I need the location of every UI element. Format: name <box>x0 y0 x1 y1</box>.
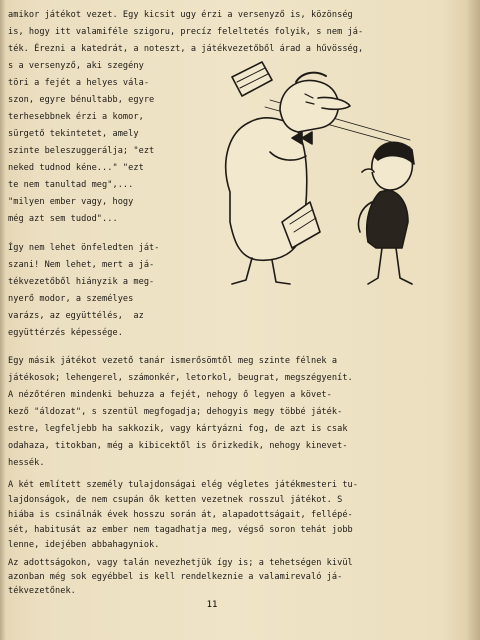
text-line: A nézőtéren mindenki behuzza a fejét, nehogy ő legyen a követ- <box>8 390 332 400</box>
text-line: Az adottságokon, vagy talán nevezhetjük így is; a tehetségen kivül <box>8 558 353 568</box>
text-line: tékvezetőből hiányzik a meg- <box>8 277 155 287</box>
text-line: lenne, idejében abbahagyniok. <box>8 540 160 550</box>
text-line: is, hogy itt valamiféle szigoru, precíz feleltetés folyik, s nem já- <box>8 27 364 37</box>
text-line: sét, habitusát az ember nem tagadhatja meg, végső soron tehát jobb <box>8 525 353 535</box>
text-line: hiába is csinálnák évek hosszu során át, alapadottságait, fellépé- <box>8 510 353 520</box>
text-line: Egy másik játékot vezető tanár ismerősömtől meg szinte félnek a <box>8 356 338 366</box>
text-line: nyerő modor, a személyes <box>8 294 134 304</box>
text-line: neked tudnod kéne..." "ezt <box>8 163 144 173</box>
text-line: terhesebbnek érzi a komor, <box>8 112 144 122</box>
page-number: 11 <box>206 600 218 610</box>
text-line: varázs, az együttélés, az <box>8 311 144 321</box>
text-line: te nem tanultad meg",... <box>8 180 134 190</box>
text-line: szani! Nem lehet, mert a já- <box>8 260 155 270</box>
text-line: estre, legfeljebb ha sakkozik, vagy kártyázni fog, de azt is csak <box>8 424 348 434</box>
cartoon-illustration <box>210 52 450 302</box>
text-line: sürgető tekintetet, amely <box>8 129 139 139</box>
text-line: odahaza, titokban, még a kibicektől is őrizkedik, nehogy kinevet- <box>8 441 348 451</box>
text-line: Így nem lehet önfeledten ját- <box>8 243 160 253</box>
text-line: szinte beleszuggerálja; "ezt <box>8 146 155 156</box>
text-line: tékvezetőnek. <box>8 586 76 596</box>
text-line: A két említett személy tulajdonságai elég végletes játékmesteri tu- <box>8 480 358 490</box>
text-line: s a versenyző, aki szegény <box>8 61 144 71</box>
page-gutter-shadow <box>0 0 6 640</box>
text-line: még azt sem tudod"... <box>8 214 118 224</box>
text-line: kező "áldozat", s szentül megfogadja; dehogyis megy többé játék- <box>8 407 343 417</box>
text-line: szon, egyre bénultabb, egyre <box>8 95 155 105</box>
text-line: "milyen ember vagy, hogy <box>8 197 134 207</box>
text-line: hessék. <box>8 458 45 468</box>
text-line: együttérzés képessége. <box>8 328 123 338</box>
text-line: amikor játékot vezet. Egy kicsit ugy érzi a versenyző is, közönség <box>8 10 353 20</box>
page-edge-shadow <box>466 0 480 640</box>
text-line: töri a fejét a helyes vála- <box>8 78 150 88</box>
text-line: játékosok; lehengerel, számonkér, letorkol, beugrat, megszégyenít. <box>8 373 353 383</box>
text-line: azonban még sok egyébbel is kell rendelkeznie a valamirevaló já- <box>8 572 343 582</box>
text-line: ték. Érezni a katedrát, a noteszt, a játékvezetőből árad a hűvösség, <box>8 44 364 54</box>
text-line: lajdonságok, de nem csupán ők ketten vezetnek rosszul játékot. S <box>8 495 343 505</box>
